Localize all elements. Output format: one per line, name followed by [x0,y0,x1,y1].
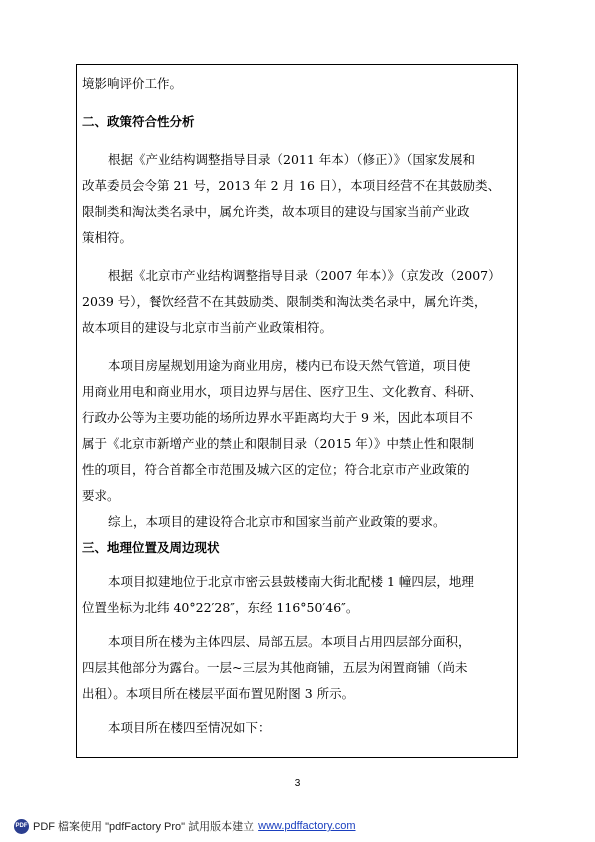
pdffactory-link[interactable]: www.pdffactory.com [258,820,356,832]
text-line: 根据《北京市产业结构调整指导目录（2007 年本）》（京发改（2007） [108,268,501,283]
text-line: 限制类和淘汰类名录中，属允许类，故本项目的建设与国家当前产业政 [82,204,470,219]
text-line: 行政办公等为主要功能的场所边界水平距离均大于 9 米，因此本项目不 [82,410,473,425]
pdf-footer [14,818,356,834]
text-line: 境影响评价工作。 [82,76,183,91]
footer-text: PDF 檔案使用 "pdfFactory Pro" 試用版本建立 [33,821,255,833]
text-line: 策相符。 [82,230,133,245]
text-line: 改革委员会令第 21 号，2013 年 2 月 16 日），本项目经营不在其鼓励类、 [82,178,501,193]
text-line: 本项目房屋规划用途为商业用房，楼内已布设天然气管道，项目使 [108,358,471,373]
text-line: 属于《北京市新增产业的禁止和限制目录（2015 年）》中禁止性和限制 [82,436,475,451]
text-line: 位置坐标为北纬 40°22′28″，东经 116°50′46″。 [82,600,359,615]
body-text [82,71,512,741]
text-line: 本项目拟建地位于北京市密云县鼓楼南大街北配楼 1 幢四层，地理 [108,574,474,589]
text-line: 本项目所在楼四至情况如下： [108,720,271,735]
text-line: 2039 号），餐饮经营不在其鼓励类、限制类和淘汰类名录中，属允许类， [82,294,487,309]
section-heading: 三、地理位置及周边现状 [82,540,220,555]
text-line: 四层其他部分为露台。一层~三层为其他商铺，五层为闲置商铺（尚未 [82,660,468,675]
text-line: 性的项目，符合首都全市范围及城六区的定位；符合北京市产业政策的 [82,462,470,477]
text-line: 用商业用电和商业用水，项目边界与居住、医疗卫生、文化教育、科研、 [82,384,483,399]
page-number: 3 [294,778,301,789]
text-line: 本项目所在楼为主体四层、局部五层。本项目占用四层部分面积， [108,634,471,649]
document-frame [76,64,518,758]
pdf-logo-icon: PDF [14,819,29,834]
text-line: 故本项目的建设与北京市当前产业政策相符。 [82,320,333,335]
section-heading: 二、政策符合性分析 [82,114,195,129]
text-line: 出租）。本项目所在楼层平面布置见附图 3 所示。 [82,686,355,701]
text-line: 要求。 [82,488,120,503]
text-line: 综上，本项目的建设符合北京市和国家当前产业政策的要求。 [108,514,446,529]
text-line: 根据《产业结构调整指导目录（2011 年本）（修正）》（国家发展和 [108,152,476,167]
